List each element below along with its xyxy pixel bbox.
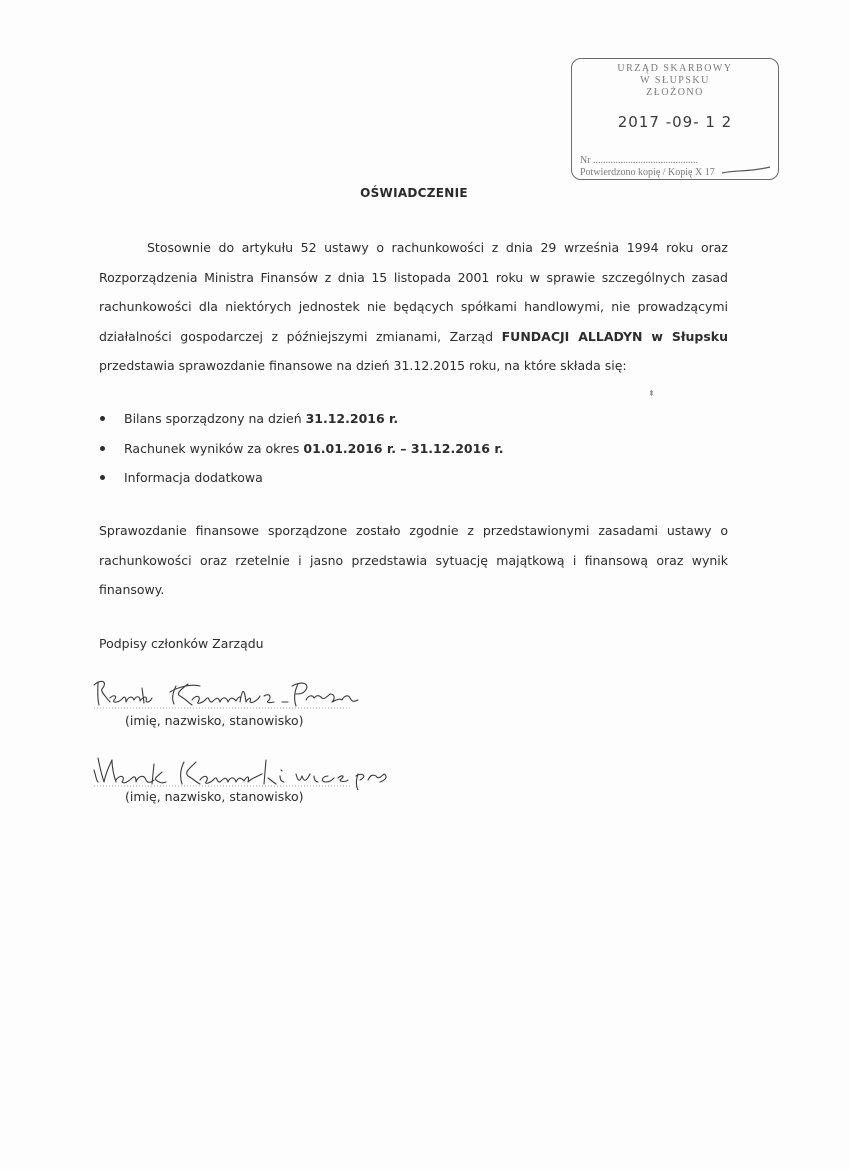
bullet-icon [100,446,105,451]
document-title: OŚWIADCZENIE [360,186,468,200]
stamp-line-1: URZĄD SKARBOWY [617,63,733,74]
foundation-name: FUNDACJI ALLADYN w Słupsku [501,328,728,344]
stamp-strikeout-mark [720,165,772,177]
signature-president [92,672,362,712]
stamp-number: Nr .......................................... [580,155,699,166]
statement-paragraph [99,233,728,381]
list-item [99,404,503,434]
signatories-label: Podpisy członków Zarządu [99,636,264,651]
report-components-list [99,404,503,493]
list-item-text: Rachunek wyników za okres [124,440,304,456]
signature-caption: (imię, nazwisko, stanowisko) [125,713,304,728]
paragraph-text-end: przedstawia sprawozdanie finansowe na dzień 31.12.2015 roku, na które składa się: [99,358,627,373]
bullet-icon [100,475,105,480]
tax-office-stamp [571,58,779,180]
stamp-line-2: W SŁUPSKU [640,75,710,86]
list-item-date: 31.12.2016 r. [305,411,399,426]
signature-caption: (imię, nazwisko, stanowisko) [125,789,304,804]
compliance-paragraph: Sprawozdanie finansowe sporządzone zostało zgodnie z przedstawionymi zasadami ustawy o rachunkowości oraz rzetelnie i jasno przedstawia sytuację majątkową i finansową oraz wynik finansowy. [99,523,728,597]
list-item [99,463,503,493]
stamp-confirmation: Potwierdzono kopię / Kopię X 17 [580,167,715,178]
stamp-line-3: ZŁOŻONO [646,87,704,98]
list-item-text: Bilans sporządzony na dzień [124,411,306,426]
signature-vice-president [90,752,390,790]
list-item-text: Informacja dodatkowa [124,470,263,485]
list-item [99,434,503,464]
paragraph-text: Stosownie do artykułu 52 ustawy o rachunkowości z dnia 29 września 1994 roku oraz Rozporządzenia Ministra Finansów z dnia 15 listopada 2001 roku w sprawie szczególnych zasad rachunkowości dla niektórych jednostek nie będących spółkami handlowymi, nie prowadzącymi działalności gospodarczej z późniejszymi zmianami, Zarząd [99,240,728,344]
stamp-date: 2017 -09- 1 2 [617,113,733,131]
list-item-date: 01.01.2016 r. – 31.12.2016 r. [303,440,504,456]
scan-speck: ⇞ [648,389,655,398]
bullet-icon [100,416,105,421]
